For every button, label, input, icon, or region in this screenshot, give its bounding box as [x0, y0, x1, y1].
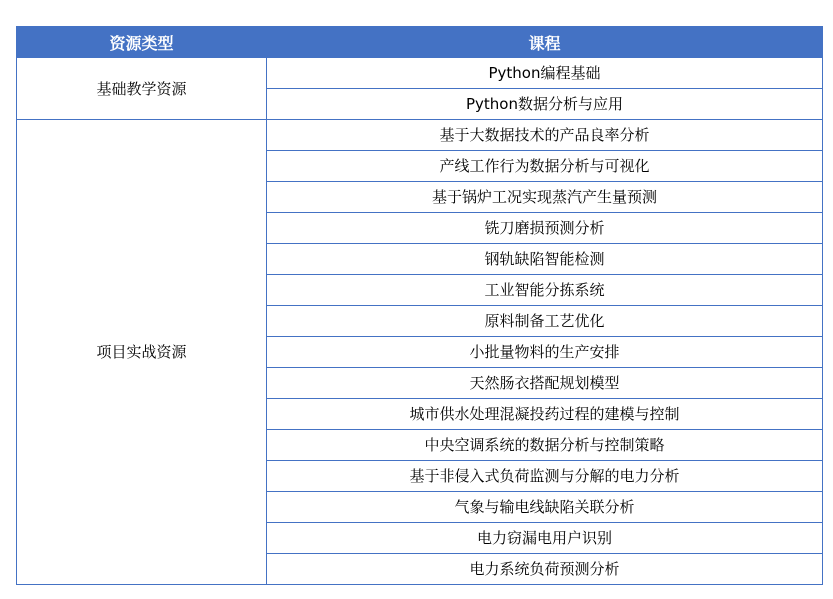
course-cell: 城市供水处理混凝投药过程的建模与控制	[267, 399, 823, 430]
course-cell: 原料制备工艺优化	[267, 306, 823, 337]
course-cell: 电力窃漏电用户识别	[267, 523, 823, 554]
course-cell: 基于锅炉工况实现蒸汽产生量预测	[267, 182, 823, 213]
course-cell: Python编程基础	[267, 58, 823, 89]
course-cell: 钢轨缺陷智能检测	[267, 244, 823, 275]
course-cell: 电力系统负荷预测分析	[267, 554, 823, 585]
resource-type-cell: 项目实战资源	[17, 120, 267, 585]
table-row	[17, 120, 823, 151]
course-cell: 气象与输电线缺陷关联分析	[267, 492, 823, 523]
resource-type-cell: 基础教学资源	[17, 58, 267, 120]
course-cell: 基于非侵入式负荷监测与分解的电力分析	[267, 461, 823, 492]
course-cell: 天然肠衣搭配规划模型	[267, 368, 823, 399]
table-row	[17, 58, 823, 89]
course-cell: Python数据分析与应用	[267, 89, 823, 120]
header-resource-type: 资源类型	[17, 27, 267, 58]
course-cell: 铣刀磨损预测分析	[267, 213, 823, 244]
course-cell: 小批量物料的生产安排	[267, 337, 823, 368]
course-cell: 中央空调系统的数据分析与控制策略	[267, 430, 823, 461]
course-cell: 基于大数据技术的产品良率分析	[267, 120, 823, 151]
header-row	[17, 27, 823, 58]
header-course: 课程	[267, 27, 823, 58]
course-cell: 产线工作行为数据分析与可视化	[267, 151, 823, 182]
course-cell: 工业智能分拣系统	[267, 275, 823, 306]
table-body	[17, 58, 823, 585]
resource-table	[16, 26, 823, 585]
